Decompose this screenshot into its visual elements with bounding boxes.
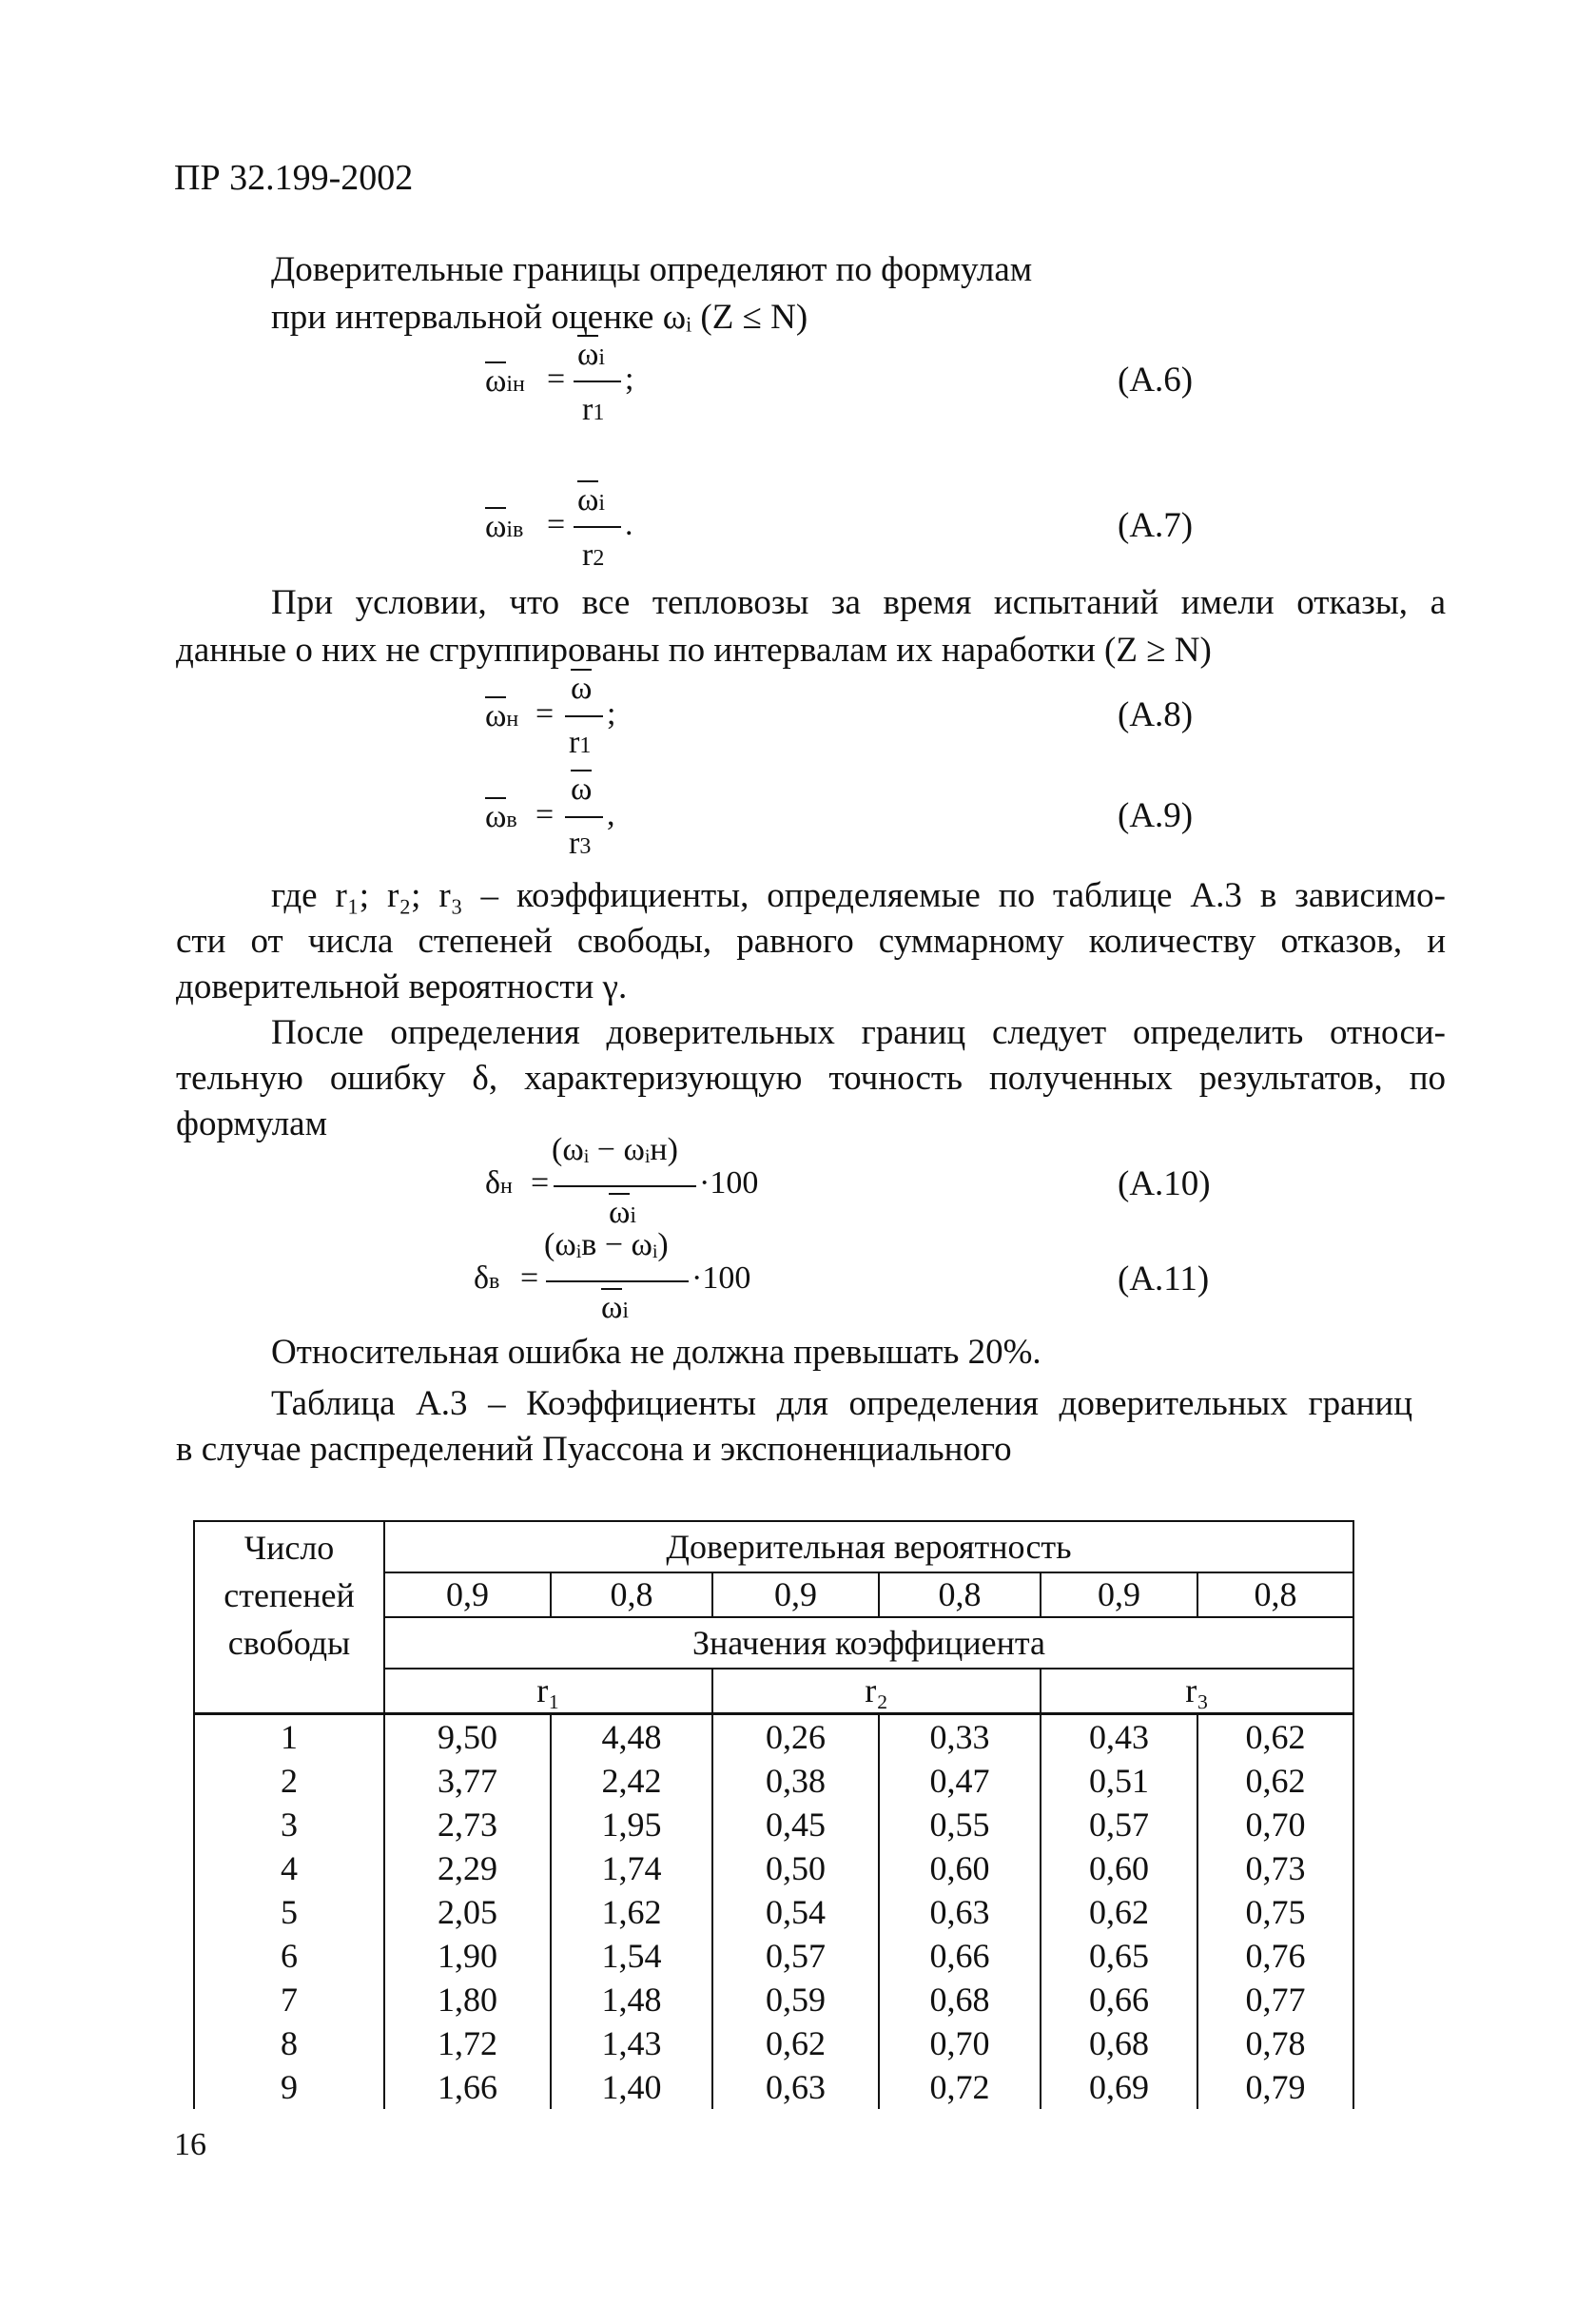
table-row <box>194 2065 1353 2109</box>
table-row <box>194 1714 1353 1760</box>
coefficient-cell: 0,62 <box>1041 1890 1197 1934</box>
coefficient-cell: 0,50 <box>712 1846 879 1890</box>
formula-a6-lhs: ω <box>485 363 507 399</box>
table-row <box>194 1846 1353 1890</box>
condition-line-1: При условии, что все тепловозы за время испытаний имели отказы, а <box>271 583 1446 622</box>
table-row <box>194 1890 1353 1934</box>
formula-a7-number: (А.7) <box>1118 506 1194 545</box>
where-line-3: доверительной вероятности γ. <box>176 967 628 1006</box>
degrees-of-freedom-header: Число степеней свободы <box>194 1521 384 1714</box>
degrees-cell: 5 <box>194 1890 384 1934</box>
degrees-cell: 3 <box>194 1803 384 1846</box>
intro-line-1: Доверительные границы определяют по формулам <box>271 250 1033 289</box>
document-code: ПР 32.199-2002 <box>174 158 414 198</box>
formula-a6-number: (А.6) <box>1118 361 1194 400</box>
degrees-cell: 8 <box>194 2021 384 2065</box>
coefficient-cell: 0,65 <box>1041 1934 1197 1978</box>
coefficient-cell: 0,66 <box>879 1934 1041 1978</box>
formula-a9-number: (А.9) <box>1118 796 1194 835</box>
coefficient-cell: 0,77 <box>1197 1978 1353 2021</box>
coefficient-cell: 1,54 <box>551 1934 712 1978</box>
coefficient-cell: 0,57 <box>712 1934 879 1978</box>
coefficient-cell: 2,05 <box>384 1890 551 1934</box>
prob-cell: 0,9 <box>384 1572 551 1617</box>
coefficient-cell: 0,26 <box>712 1714 879 1760</box>
coefficient-cell: 0,55 <box>879 1803 1041 1846</box>
coefficient-cell: 0,66 <box>1041 1978 1197 2021</box>
coefficient-cell: 0,51 <box>1041 1759 1197 1803</box>
coefficient-cell: 0,33 <box>879 1714 1041 1760</box>
coef-r1-header: r₁ <box>384 1669 712 1714</box>
coefficient-cell: 1,74 <box>551 1846 712 1890</box>
coefficient-cell: 0,62 <box>1197 1714 1353 1760</box>
degrees-cell: 4 <box>194 1846 384 1890</box>
degrees-cell: 2 <box>194 1759 384 1803</box>
coefficient-cell: 1,62 <box>551 1890 712 1934</box>
coefficient-cell: 0,68 <box>879 1978 1041 2021</box>
prob-cell: 0,8 <box>879 1572 1041 1617</box>
coef-r2-header: r₂ <box>712 1669 1041 1714</box>
coefficient-cell: 4,48 <box>551 1714 712 1760</box>
table-caption-line-2: в случае распределений Пуассона и экспоненциального <box>176 1430 1012 1469</box>
intro-line-2: при интервальной оценке ωᵢ (Z ≤ N) <box>271 298 808 337</box>
coefficient-cell: 0,75 <box>1197 1890 1353 1934</box>
prob-cell: 0,8 <box>1197 1572 1353 1617</box>
coefficient-cell: 1,43 <box>551 2021 712 2065</box>
coefficient-cell: 0,63 <box>879 1890 1041 1934</box>
coefficient-cell: 2,73 <box>384 1803 551 1846</box>
page-number: 16 <box>174 2127 206 2162</box>
coefficient-cell: 0,47 <box>879 1759 1041 1803</box>
prob-cell: 0,9 <box>712 1572 879 1617</box>
where-line-2: сти от числа степеней свободы, равного суммарному количеству отказов, и <box>176 922 1446 961</box>
degrees-cell: 9 <box>194 2065 384 2109</box>
after-line-3: формулам <box>176 1104 328 1143</box>
coefficient-cell: 0,45 <box>712 1803 879 1846</box>
coefficient-cell: 0,68 <box>1041 2021 1197 2065</box>
prob-cell: 0,8 <box>551 1572 712 1617</box>
condition-line-2: данные о них не сгруппированы по интервалам их наработки (Z ≥ N) <box>176 631 1212 670</box>
coefficient-cell: 0,72 <box>879 2065 1041 2109</box>
coefficient-cell: 0,43 <box>1041 1714 1197 1760</box>
coefficients-table <box>193 1520 1354 2109</box>
coefficient-cell: 1,48 <box>551 1978 712 2021</box>
coefficient-cell: 0,57 <box>1041 1803 1197 1846</box>
coefficient-cell: 3,77 <box>384 1759 551 1803</box>
coefficient-cell: 1,90 <box>384 1934 551 1978</box>
coefficient-cell: 0,73 <box>1197 1846 1353 1890</box>
coefficient-cell: 0,70 <box>879 2021 1041 2065</box>
degrees-cell: 6 <box>194 1934 384 1978</box>
coefficient-cell: 0,76 <box>1197 1934 1353 1978</box>
table-row <box>194 1803 1353 1846</box>
coefficient-cell: 0,69 <box>1041 2065 1197 2109</box>
degrees-cell: 1 <box>194 1714 384 1760</box>
coefficient-cell: 0,79 <box>1197 2065 1353 2109</box>
table-row <box>194 1934 1353 1978</box>
coefficient-cell: 2,42 <box>551 1759 712 1803</box>
coefficient-cell: 0,59 <box>712 1978 879 2021</box>
table-row <box>194 1978 1353 2021</box>
coefficient-values-header: Значения коэффициента <box>384 1617 1353 1669</box>
after-line-1: После определения доверительных границ следует определить относи- <box>271 1013 1446 1052</box>
coefficient-cell: 0,60 <box>1041 1846 1197 1890</box>
coef-r3-header: r₃ <box>1041 1669 1353 1714</box>
coefficient-cell: 1,80 <box>384 1978 551 2021</box>
prob-cell: 0,9 <box>1041 1572 1197 1617</box>
coefficient-cell: 0,60 <box>879 1846 1041 1890</box>
error-limit-text: Относительная ошибка не должна превышать 20%. <box>271 1333 1041 1372</box>
coefficient-cell: 1,40 <box>551 2065 712 2109</box>
confidence-probability-header: Доверительная вероятность <box>384 1521 1353 1572</box>
coefficient-cell: 0,70 <box>1197 1803 1353 1846</box>
degrees-cell: 7 <box>194 1978 384 2021</box>
coefficient-cell: 0,38 <box>712 1759 879 1803</box>
after-line-2: тельную ошибку δ, характеризующую точность полученных результатов, по <box>176 1059 1446 1098</box>
coefficient-cell: 0,62 <box>1197 1759 1353 1803</box>
formula-a11-number: (А.11) <box>1118 1259 1210 1298</box>
table-caption-line-1: Таблица А.3 – Коэффициенты для определения доверительных границ <box>271 1384 1412 1423</box>
formula-a8-number: (А.8) <box>1118 695 1194 734</box>
where-line-1: где r₁; r₂; r₃ – коэффициенты, определяемые по таблице А.3 в зависимо- <box>271 876 1446 915</box>
coefficient-cell: 9,50 <box>384 1714 551 1760</box>
coefficient-cell: 1,95 <box>551 1803 712 1846</box>
coefficient-cell: 0,54 <box>712 1890 879 1934</box>
coefficient-cell: 2,29 <box>384 1846 551 1890</box>
coefficient-cell: 1,72 <box>384 2021 551 2065</box>
table-row <box>194 2021 1353 2065</box>
formula-a10-number: (А.10) <box>1118 1164 1211 1203</box>
coefficient-cell: 1,66 <box>384 2065 551 2109</box>
coefficient-cell: 0,78 <box>1197 2021 1353 2065</box>
coefficient-cell: 0,62 <box>712 2021 879 2065</box>
coefficient-cell: 0,63 <box>712 2065 879 2109</box>
table-row <box>194 1759 1353 1803</box>
